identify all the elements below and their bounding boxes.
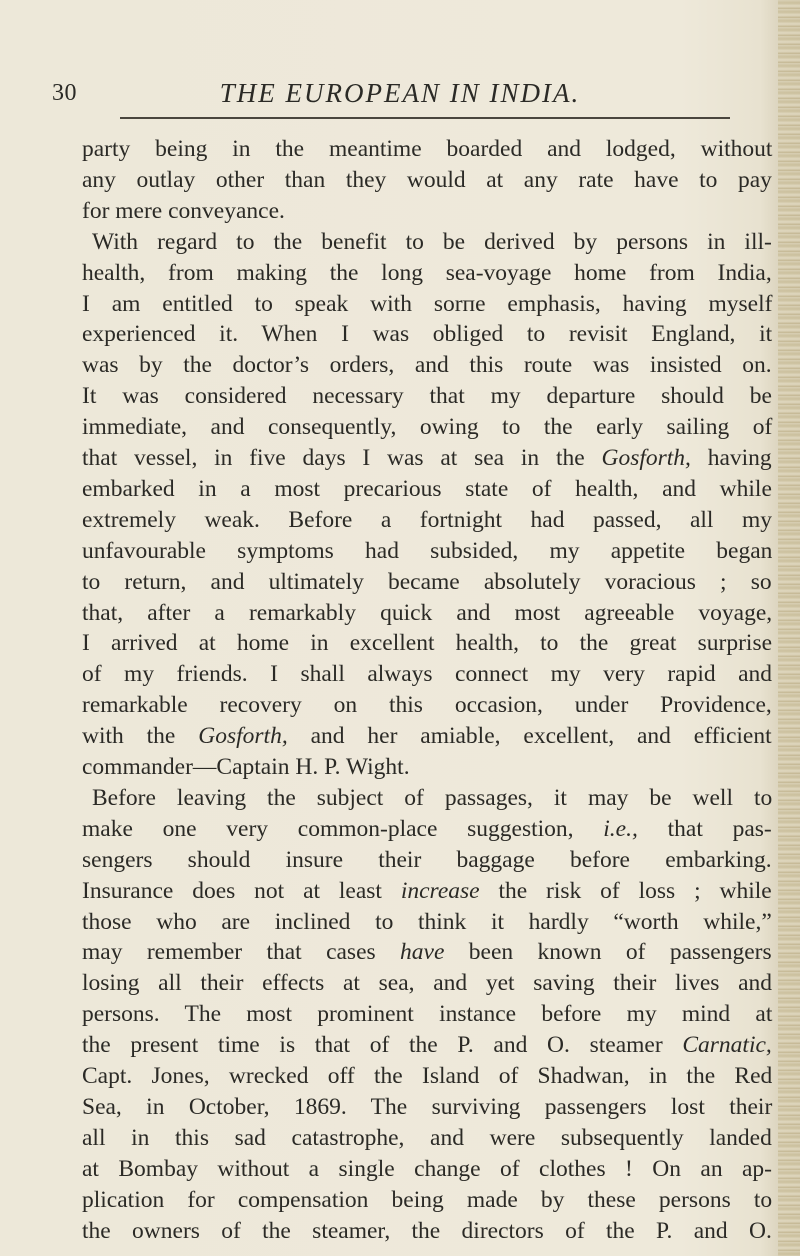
page-number: 30	[52, 80, 77, 106]
text-line	[82, 600, 772, 626]
line-text: any outlay other than they would at any rate have to pay	[82, 166, 772, 193]
italic-text: Gosforth,	[601, 445, 691, 471]
text-line	[92, 229, 772, 255]
line-text: having	[690, 445, 772, 471]
text-line	[82, 260, 772, 286]
text-line	[82, 414, 772, 440]
line-text: the present time is that of the P. and O. steamer	[82, 1032, 683, 1059]
italic-text: increase	[400, 877, 480, 904]
line-text: the risk of loss ; while	[479, 877, 772, 904]
text-line	[82, 1156, 772, 1182]
text-line	[82, 1063, 772, 1089]
text-line	[82, 939, 772, 965]
text-line	[82, 692, 772, 718]
line-text: remarkable recovery on this occasion, under Providence,	[82, 692, 772, 719]
text-line	[82, 970, 772, 996]
line-text: and her amiable, excellent, and efficient	[287, 723, 772, 750]
text-line	[82, 1001, 772, 1027]
line-text: immediate, and consequently, owing to the early sailing of	[82, 414, 773, 441]
text-line	[82, 1187, 772, 1213]
text-line	[82, 1218, 772, 1244]
text-line	[82, 1094, 772, 1120]
line-text: With regard to the benefit to be derived by persons in ill-	[92, 228, 772, 255]
text-line	[82, 569, 772, 595]
text-line	[82, 352, 772, 378]
italic-text: i.e.,	[603, 815, 638, 842]
line-text: to return, and ultimately became absolutely voracious ; so	[82, 568, 772, 595]
line-text: unfavourable symptoms had subsided, my appetite began	[82, 537, 773, 564]
line-text: Sea, in October, 1869. The surviving passengers lost their	[82, 1093, 773, 1120]
line-text: losing all their effects at sea, and yet saving their lives and	[82, 970, 773, 997]
line-text: with the	[82, 723, 199, 750]
running-head: THE EUROPEAN IN INDIA.	[219, 78, 581, 108]
text-line	[82, 847, 772, 873]
text-line	[82, 476, 772, 502]
line-text: at Bombay without a single change of clothes ! On an ap-	[82, 1155, 773, 1182]
text-line	[82, 321, 772, 347]
line-text: been known of passengers	[444, 939, 772, 966]
page-edge	[778, 0, 800, 1256]
text-line	[82, 136, 772, 162]
line-text: of my friends. I shall always connect my very rapid and	[82, 661, 773, 688]
text-line	[82, 878, 772, 904]
italic-text: Gosforth,	[198, 723, 288, 750]
line-text: was by the doctor’s orders, and this route was insisted on.	[82, 352, 772, 379]
text-line	[82, 383, 772, 409]
line-text: sengers should insure their baggage before embarking.	[82, 846, 772, 873]
line-text: all in this sad catastrophe, and were subsequently landed	[82, 1124, 772, 1151]
line-text: plication for compensation being made by these persons to	[82, 1186, 773, 1213]
line-text: health, from making the long sea-voyage home from India,	[82, 259, 772, 286]
text-line	[82, 1125, 772, 1151]
text-line	[82, 661, 772, 687]
line-text: that, after a remarkably quick and most agreeable voyage,	[82, 599, 773, 626]
line-text: that pas-	[637, 815, 772, 842]
italic-text: Carnatic,	[682, 1032, 772, 1059]
line-text: extremely weak. Before a fortnight had passed, all my	[82, 506, 772, 533]
line-text: embarked in a most precarious state of health, and while	[82, 475, 772, 502]
line-text: make one very common-place suggestion,	[82, 815, 604, 842]
line-text: may remember that cases	[82, 939, 401, 966]
text-line	[82, 538, 772, 564]
line-text: I am entitled to speak with sorпe emphasis, having myself	[82, 290, 773, 317]
text-line	[82, 723, 772, 749]
line-text: for mere conveyance.	[82, 197, 285, 224]
line-text: that vessel, in five days I was at sea in the	[82, 445, 602, 471]
text-line	[82, 909, 772, 935]
line-text: experienced it. When I was obliged to revisit England, it	[82, 321, 773, 348]
text-line	[82, 754, 410, 780]
text-line	[82, 167, 772, 193]
text-line	[82, 445, 772, 471]
line-text: party being in the meantime boarded and lodged, without	[82, 136, 773, 162]
line-text: the owners of the steamer, the directors of the P. and O.	[82, 1217, 772, 1244]
line-text: Insurance does not at least	[82, 877, 401, 904]
header-rule	[120, 117, 730, 119]
text-line	[82, 291, 772, 317]
text-line	[82, 630, 772, 656]
italic-text: have	[400, 939, 445, 966]
line-text: commander—Captain H. P. Wight.	[82, 754, 410, 780]
text-line	[82, 816, 772, 842]
line-text: those who are inclined to think it hardly “worth while,”	[82, 908, 772, 935]
text-line	[82, 198, 285, 224]
text-line	[82, 507, 772, 533]
line-text: persons. The most prominent instance before my mind at	[82, 1001, 773, 1028]
line-text: Before leaving the subject of passages, it may be well to	[92, 784, 773, 811]
line-text: I arrived at home in excellent health, to the great surprise	[82, 630, 773, 657]
text-line	[82, 1032, 772, 1058]
line-text: Capt. Jones, wrecked off the Island of Shadwan, in the Red	[82, 1063, 773, 1089]
line-text: It was considered necessary that my departure should be	[82, 383, 772, 410]
text-line	[92, 785, 772, 811]
